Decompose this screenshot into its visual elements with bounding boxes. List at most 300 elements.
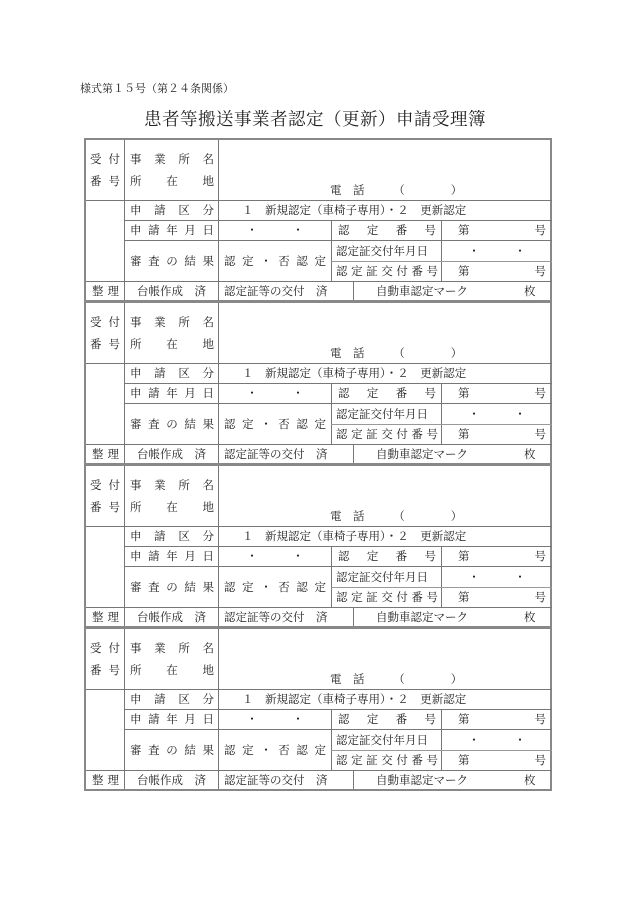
field-text: 在	[166, 337, 178, 351]
field-text: 番	[411, 264, 423, 278]
form-number: 様式第１５号（第２４条関係）	[80, 82, 234, 95]
field-text: 証	[366, 590, 378, 604]
field-text: 否	[278, 253, 290, 268]
field-text: ・	[260, 742, 272, 757]
field-text: 日	[202, 386, 214, 400]
ledger-done-field[interactable]	[125, 281, 218, 300]
vehicle-mark-count-field[interactable]	[524, 607, 544, 626]
cert-number-label	[338, 383, 436, 403]
field-text: 号	[108, 174, 120, 188]
field-text: 番	[411, 590, 423, 604]
application-date-label	[130, 383, 214, 403]
office-label	[130, 146, 214, 194]
field-text: 番	[90, 663, 102, 677]
phone-field[interactable]	[330, 506, 550, 526]
application-date-label	[130, 220, 214, 240]
field-text: 結	[184, 416, 196, 431]
cert-issue-date-label	[336, 403, 438, 424]
field-text: 名	[202, 641, 214, 655]
field-text: 認定証交付年月日	[336, 732, 428, 747]
application-type-options[interactable]	[242, 689, 542, 709]
field-text: 認	[338, 549, 350, 563]
field-text: 号	[426, 427, 438, 441]
vehicle-mark-label	[376, 281, 486, 300]
field-text: 認	[336, 264, 348, 278]
field-text: 名	[202, 315, 214, 329]
table-rule	[353, 444, 354, 463]
field-text: 第	[458, 386, 470, 400]
table-rule	[331, 709, 332, 770]
field-text: ・ ・	[468, 732, 526, 747]
field-text: １ 新規認定（車椅子専用）・２ 更新認定	[242, 529, 467, 543]
field-text: 整	[92, 609, 104, 624]
phone-field[interactable]	[330, 343, 550, 363]
field-text: 第	[458, 427, 470, 441]
field-text: 業	[154, 315, 166, 329]
application-date-label	[130, 546, 214, 566]
application-date-field[interactable]	[219, 220, 331, 240]
field-text: 審	[130, 253, 142, 268]
office-name-field[interactable]	[219, 140, 552, 180]
field-text: ・ ・	[246, 549, 304, 563]
field-text: 在	[166, 663, 178, 677]
field-text: 年	[166, 712, 178, 726]
field-text: 業	[154, 152, 166, 166]
field-text: 枚	[524, 446, 536, 461]
field-text: 付	[108, 152, 120, 166]
cert-number-label	[338, 546, 436, 566]
field-text: 認	[224, 742, 236, 757]
field-text: 定	[366, 712, 379, 726]
field-text: 果	[202, 742, 214, 757]
register-entry	[84, 138, 552, 302]
field-text: 台帳作成 済	[137, 446, 206, 461]
field-text: 定	[314, 253, 326, 268]
register-entry	[84, 627, 552, 791]
application-date-field[interactable]	[219, 546, 331, 566]
field-text: 在	[166, 174, 178, 188]
cert-issue-number-label	[336, 750, 438, 770]
field-text: 枚	[524, 772, 536, 787]
field-text: 所	[178, 478, 190, 492]
field-text: 台帳作成 済	[137, 609, 206, 624]
office-name-field[interactable]	[219, 629, 552, 669]
field-text: 付	[396, 753, 408, 767]
phone-field[interactable]	[330, 180, 550, 200]
field-text: 月	[184, 223, 196, 237]
cert-issue-number-field[interactable]	[458, 750, 546, 770]
field-text: 月	[184, 386, 196, 400]
field-text: 台帳作成 済	[137, 772, 206, 787]
field-text: 号	[426, 753, 438, 767]
approve-reject-field[interactable]	[224, 240, 326, 281]
field-text: 事	[130, 315, 142, 329]
table-rule	[86, 200, 124, 201]
field-text: 定	[314, 416, 326, 431]
field-text: 番	[411, 753, 423, 767]
field-text: 番	[395, 386, 408, 400]
field-text: 月	[184, 549, 196, 563]
cert-issue-date-field[interactable]	[442, 566, 552, 587]
management-label	[92, 607, 119, 626]
field-text: 区	[178, 203, 190, 217]
field-text: 号	[534, 549, 546, 563]
vehicle-mark-count-field[interactable]	[524, 770, 544, 789]
field-text: 認	[224, 416, 236, 431]
field-text: 月	[184, 712, 196, 726]
cert-number-field[interactable]	[458, 546, 546, 566]
field-text: 所	[178, 315, 190, 329]
phone-label: 電 話 （ ）	[330, 509, 463, 523]
cert-issue-number-label	[336, 587, 438, 607]
field-text: 付	[108, 478, 120, 492]
field-text: 申	[130, 549, 142, 563]
cert-issue-number-field[interactable]	[458, 587, 546, 607]
approve-reject-field[interactable]	[224, 566, 326, 607]
cert-issue-date-label	[336, 240, 438, 261]
cert-issue-number-label	[336, 261, 438, 281]
field-text: 申	[130, 529, 142, 543]
field-text: 請	[148, 223, 160, 237]
field-text: 地	[202, 500, 214, 514]
cert-delivery-done-field[interactable]	[224, 607, 352, 626]
application-date-label	[130, 709, 214, 729]
review-result-label	[130, 403, 214, 444]
field-text: 申	[130, 386, 142, 400]
receipt-number-label	[90, 146, 120, 194]
field-text: 年	[166, 386, 178, 400]
application-type-label	[130, 200, 214, 220]
field-text: 交	[381, 590, 393, 604]
phone-label: 電 話 （ ）	[330, 672, 463, 686]
register-entry	[84, 464, 552, 628]
field-text: 認	[296, 253, 308, 268]
field-text: 付	[108, 641, 120, 655]
field-text: 理	[107, 283, 119, 298]
cert-issue-number-label	[336, 424, 438, 444]
field-text: 分	[202, 366, 214, 380]
field-text: ・ ・	[246, 223, 304, 237]
field-text: 審	[130, 742, 142, 757]
field-text: ・ ・	[468, 406, 526, 421]
field-text: 地	[202, 663, 214, 677]
field-text: 番	[90, 500, 102, 514]
field-text: 名	[202, 152, 214, 166]
vehicle-mark-label	[376, 607, 486, 626]
field-text: 定	[351, 753, 363, 767]
review-result-label	[130, 729, 214, 770]
field-text: 交	[381, 753, 393, 767]
field-text: 審	[130, 579, 142, 594]
ledger-done-field[interactable]	[125, 444, 218, 463]
cert-delivery-done-field[interactable]	[224, 281, 352, 300]
cert-number-field[interactable]	[458, 709, 546, 729]
field-text: 定	[351, 264, 363, 278]
table-rule	[331, 546, 332, 607]
vehicle-mark-count-field[interactable]	[524, 281, 544, 300]
field-text: 所	[130, 663, 142, 677]
review-result-label	[130, 240, 214, 281]
table-rule	[331, 383, 332, 444]
field-text: 台帳作成 済	[137, 283, 206, 298]
field-text: 整	[92, 283, 104, 298]
field-text: 証	[366, 753, 378, 767]
field-text: 認	[336, 427, 348, 441]
field-text: 定	[366, 549, 379, 563]
management-label	[92, 444, 119, 463]
field-text: 査	[148, 416, 160, 431]
field-text: 区	[178, 692, 190, 706]
field-text: 認定証等の交付 済	[224, 609, 328, 624]
register-table	[84, 138, 552, 791]
field-text: 区	[178, 366, 190, 380]
field-text: 業	[154, 478, 166, 492]
field-text: 定	[242, 416, 254, 431]
management-label	[92, 281, 119, 300]
field-text: 号	[534, 386, 546, 400]
field-text: 結	[184, 579, 196, 594]
vehicle-mark-count-field[interactable]	[524, 444, 544, 463]
field-text: 号	[424, 223, 436, 237]
application-type-options[interactable]	[242, 526, 542, 546]
field-text: 申	[130, 223, 142, 237]
field-text: ・ ・	[246, 712, 304, 726]
field-text: 付	[396, 590, 408, 604]
field-text: 事	[130, 478, 142, 492]
field-text: 号	[534, 590, 546, 604]
field-text: 日	[202, 712, 214, 726]
field-text: ・	[260, 416, 272, 431]
field-text: 受	[90, 152, 102, 166]
field-text: 第	[458, 753, 470, 767]
field-text: 定	[366, 386, 379, 400]
field-text: 業	[154, 641, 166, 655]
field-text: 認	[296, 579, 308, 594]
field-text: 番	[90, 337, 102, 351]
application-type-label	[130, 689, 214, 709]
table-rule	[353, 770, 354, 789]
field-text: 査	[148, 253, 160, 268]
cert-number-label	[338, 220, 436, 240]
field-text: 定	[314, 579, 326, 594]
field-text: 認	[338, 712, 350, 726]
management-label	[92, 770, 119, 789]
field-text: の	[166, 742, 178, 757]
review-result-label	[130, 566, 214, 607]
vehicle-mark-label	[376, 444, 486, 463]
field-text: 認	[296, 416, 308, 431]
approve-reject-field[interactable]	[224, 729, 326, 770]
approve-reject-field[interactable]	[224, 403, 326, 444]
field-text: 果	[202, 579, 214, 594]
field-text: 査	[148, 579, 160, 594]
field-text: 認定証等の交付 済	[224, 283, 328, 298]
field-text: 結	[184, 253, 196, 268]
field-text: 年	[166, 549, 178, 563]
field-text: ・	[260, 579, 272, 594]
cert-number-label	[338, 709, 436, 729]
receipt-number-label	[90, 635, 120, 683]
receipt-number-label	[90, 472, 120, 520]
field-text: 証	[366, 427, 378, 441]
field-text: 請	[154, 692, 166, 706]
office-label	[130, 635, 214, 683]
field-text: の	[166, 579, 178, 594]
table-rule	[86, 363, 124, 364]
field-text: 受	[90, 478, 102, 492]
field-text: 号	[424, 549, 436, 563]
register-entry	[84, 301, 552, 465]
field-text: 果	[202, 416, 214, 431]
field-text: 審	[130, 416, 142, 431]
application-date-field[interactable]	[219, 709, 331, 729]
field-text: 枚	[524, 609, 536, 624]
field-text: 号	[534, 753, 546, 767]
field-text: 認定証交付年月日	[336, 569, 428, 584]
field-text: 定	[351, 590, 363, 604]
office-label	[130, 472, 214, 520]
field-text: 番	[411, 427, 423, 441]
cert-issue-number-field[interactable]	[458, 424, 546, 444]
table-rule	[86, 526, 124, 527]
field-text: 理	[107, 772, 119, 787]
field-text: 分	[202, 692, 214, 706]
cert-issue-date-field[interactable]	[442, 729, 552, 750]
field-text: 定	[242, 579, 254, 594]
field-text: 分	[202, 529, 214, 543]
field-text: 受	[90, 641, 102, 655]
application-type-options[interactable]	[242, 363, 542, 383]
cert-issue-date-field[interactable]	[442, 240, 552, 261]
field-text: １ 新規認定（車椅子専用）・２ 更新認定	[242, 366, 467, 380]
application-type-options[interactable]	[242, 200, 542, 220]
field-text: 付	[396, 427, 408, 441]
ledger-done-field[interactable]	[125, 607, 218, 626]
field-text: 認定証等の交付 済	[224, 446, 328, 461]
field-text: 号	[108, 337, 120, 351]
field-text: 第	[458, 264, 470, 278]
field-text: 所	[130, 500, 142, 514]
field-text: 第	[458, 590, 470, 604]
field-text: 認	[224, 253, 236, 268]
field-text: 請	[148, 712, 160, 726]
field-text: 自動車認定マーク	[376, 283, 468, 298]
field-text: 認	[296, 742, 308, 757]
field-text: 定	[242, 742, 254, 757]
field-text: 号	[426, 264, 438, 278]
application-date-field[interactable]	[219, 383, 331, 403]
field-text: 結	[184, 742, 196, 757]
field-text: 認	[336, 753, 348, 767]
field-text: 年	[166, 223, 178, 237]
office-label	[130, 309, 214, 357]
field-text: １ 新規認定（車椅子専用）・２ 更新認定	[242, 203, 467, 217]
field-text: 否	[278, 579, 290, 594]
field-text: 認	[336, 590, 348, 604]
phone-field[interactable]	[330, 669, 550, 689]
field-text: 地	[202, 337, 214, 351]
field-text: 在	[166, 500, 178, 514]
field-text: 果	[202, 253, 214, 268]
field-text: 交	[381, 264, 393, 278]
field-text: 第	[458, 549, 470, 563]
field-text: 第	[458, 223, 470, 237]
field-text: 認	[338, 386, 350, 400]
table-rule	[86, 689, 124, 690]
field-text: 理	[107, 609, 119, 624]
field-text: 日	[202, 549, 214, 563]
field-text: 請	[148, 386, 160, 400]
field-text: 交	[381, 427, 393, 441]
field-text: ・ ・	[246, 386, 304, 400]
field-text: 付	[396, 264, 408, 278]
field-text: 区	[178, 529, 190, 543]
field-text: 番	[395, 712, 408, 726]
field-text: 請	[154, 366, 166, 380]
field-text: 号	[424, 386, 436, 400]
ledger-done-field[interactable]	[125, 770, 218, 789]
field-text: 地	[202, 174, 214, 188]
cert-issue-date-label	[336, 729, 438, 750]
office-name-field[interactable]	[219, 466, 552, 506]
field-text: ・ ・	[468, 569, 526, 584]
field-text: 認定証交付年月日	[336, 406, 428, 421]
field-text: 査	[148, 742, 160, 757]
field-text: 自動車認定マーク	[376, 772, 468, 787]
field-text: 整	[92, 446, 104, 461]
field-text: 請	[154, 203, 166, 217]
table-rule	[331, 220, 332, 281]
office-name-field[interactable]	[219, 303, 552, 343]
field-text: 番	[395, 223, 408, 237]
field-text: 理	[107, 446, 119, 461]
field-text: 事	[130, 641, 142, 655]
field-text: 分	[202, 203, 214, 217]
field-text: 申	[130, 692, 142, 706]
field-text: 申	[130, 366, 142, 380]
field-text: 付	[108, 315, 120, 329]
cert-issue-number-field[interactable]	[458, 261, 546, 281]
field-text: 号	[108, 500, 120, 514]
table-rule	[353, 281, 354, 300]
field-text: 請	[148, 549, 160, 563]
application-type-label	[130, 526, 214, 546]
cert-delivery-done-field[interactable]	[224, 770, 352, 789]
field-text: 整	[92, 772, 104, 787]
field-text: 名	[202, 478, 214, 492]
cert-number-field[interactable]	[458, 220, 546, 240]
field-text: 日	[202, 223, 214, 237]
field-text: 所	[178, 152, 190, 166]
cert-number-field[interactable]	[458, 383, 546, 403]
cert-issue-date-field[interactable]	[442, 403, 552, 424]
field-text: 自動車認定マーク	[376, 446, 468, 461]
field-text: ・	[260, 253, 272, 268]
field-text: 否	[278, 742, 290, 757]
field-text: 定	[366, 223, 379, 237]
cert-delivery-done-field[interactable]	[224, 444, 352, 463]
field-text: 号	[424, 712, 436, 726]
field-text: 申	[130, 712, 142, 726]
field-text: の	[166, 253, 178, 268]
field-text: ・ ・	[468, 243, 526, 258]
field-text: の	[166, 416, 178, 431]
field-text: 申	[130, 203, 142, 217]
field-text: 号	[534, 427, 546, 441]
field-text: 号	[534, 223, 546, 237]
field-text: 号	[534, 712, 546, 726]
vehicle-mark-label	[376, 770, 486, 789]
